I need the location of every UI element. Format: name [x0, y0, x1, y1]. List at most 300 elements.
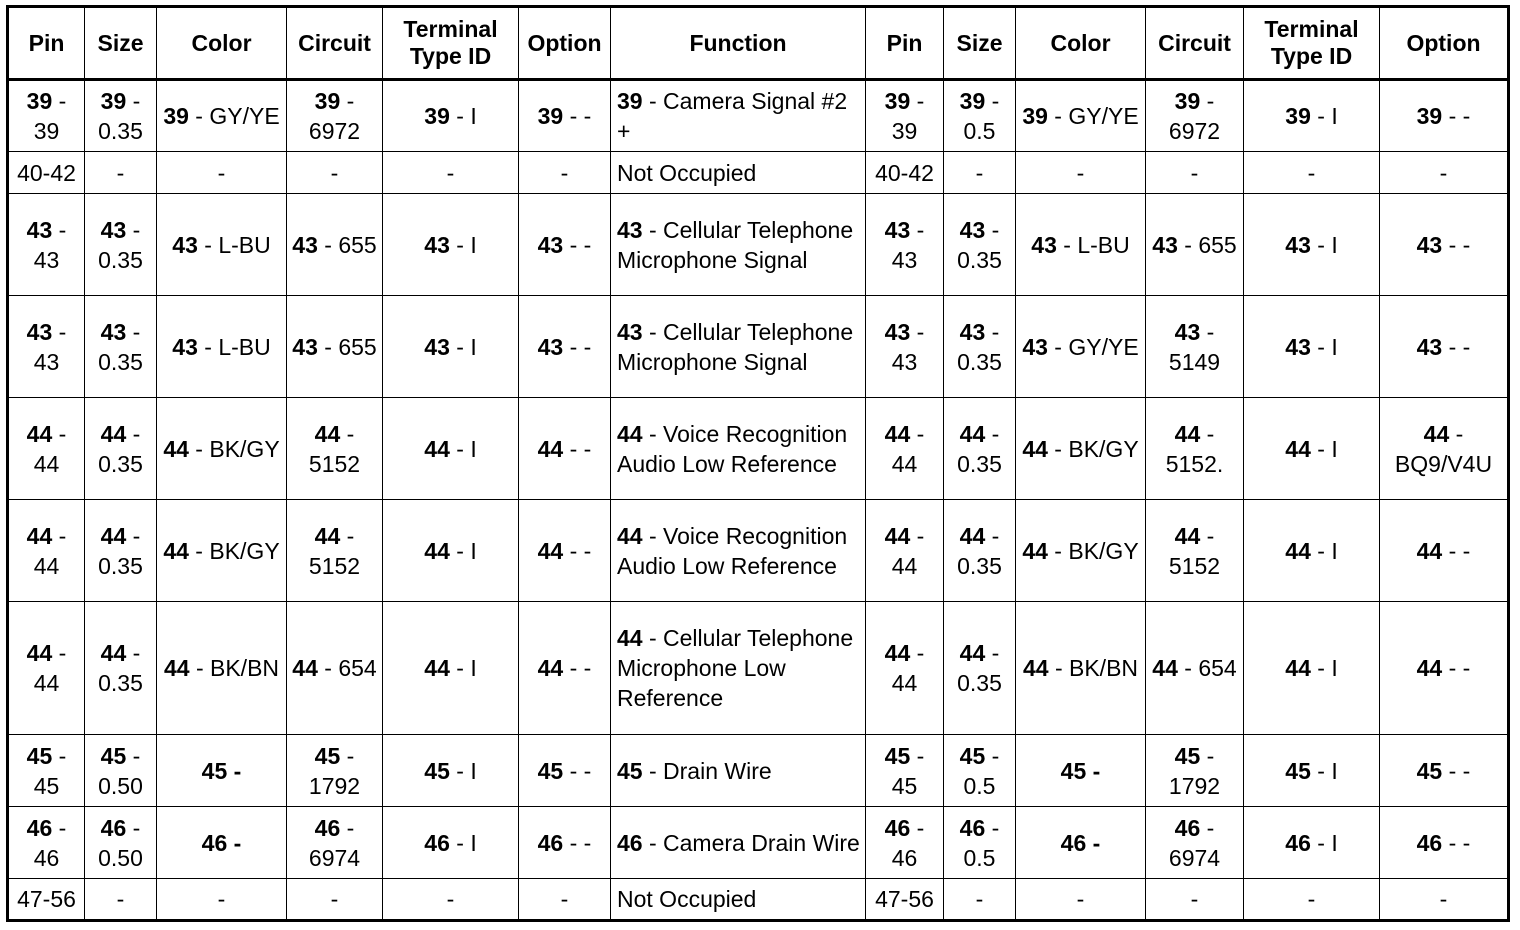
cell-function: [611, 296, 866, 398]
cell-size: [85, 152, 157, 194]
cell-text: - I: [1310, 655, 1338, 681]
cell-pin-2: [866, 296, 944, 398]
cell-text: - 0.5: [963, 814, 1000, 871]
cell-bold-prefix: 39: [537, 103, 564, 129]
cell-terminal-type-id-2: [1244, 807, 1380, 879]
cell-color: [157, 500, 287, 602]
cell-text: -: [1190, 886, 1199, 912]
cell-terminal-type-id-2: [1244, 152, 1380, 194]
cell-function: [611, 152, 866, 194]
cell-bold-prefix: 43: [1174, 318, 1201, 345]
cell-bold-prefix: 44: [959, 522, 986, 549]
cell-function: [611, 807, 866, 879]
cell-text: 40-42: [875, 159, 934, 186]
cell-color: [157, 807, 287, 879]
cell-text: - 39: [33, 88, 67, 144]
cell-bold-prefix: 43: [1416, 231, 1443, 258]
cell-bold-prefix: 44: [959, 640, 986, 666]
cell-color-2: [1016, 296, 1146, 398]
table-row: [8, 398, 1509, 500]
cell-bold-prefix: 44: [1416, 537, 1443, 564]
header-option-2: Option: [1380, 7, 1509, 80]
header-size-2: Size: [944, 7, 1016, 80]
cell-bold-prefix: 43: [1416, 333, 1443, 360]
cell-text: - Cellular Telephone Microphone Signal: [617, 318, 854, 375]
cell-text: - 0.50: [98, 742, 143, 799]
cell-option-2: [1380, 807, 1509, 879]
cell-color-2: [1016, 807, 1146, 879]
cell-pin: [8, 807, 85, 879]
cell-text: - 655: [317, 231, 377, 258]
cell-text: -: [330, 159, 339, 186]
table-row: [8, 602, 1509, 735]
cell-circuit-2: [1146, 735, 1244, 807]
cell-text: - 655: [1177, 231, 1237, 258]
cell-text: - 5152: [308, 522, 361, 579]
cell-bold-prefix: 44: [884, 640, 911, 666]
cell-text: - -: [1442, 829, 1471, 856]
cell-option: [519, 879, 611, 921]
cell-pin-2: [866, 194, 944, 296]
cell-text: - -: [563, 103, 592, 129]
cell-bold-prefix: 43: [537, 231, 564, 258]
cell-circuit-2: [1146, 296, 1244, 398]
cell-bold-prefix: 44: [424, 435, 450, 462]
cell-option: [519, 152, 611, 194]
table-row: [8, 500, 1509, 602]
cell-pin-2: [866, 602, 944, 735]
cell-bold-prefix: 46: [26, 814, 53, 841]
cell-text: - BK/BN: [1048, 655, 1139, 681]
cell-terminal-type-id: [383, 80, 519, 152]
cell-circuit: [287, 152, 383, 194]
cell-text: - BK/GY: [1047, 537, 1139, 564]
cell-bold-prefix: 39: [617, 88, 643, 114]
cell-bold-prefix: 43: [292, 231, 318, 258]
cell-bold-prefix: 43: [1031, 231, 1057, 258]
cell-bold-prefix: 44: [26, 522, 53, 549]
cell-size-2: [944, 296, 1016, 398]
cell-bold-prefix: 43: [884, 216, 911, 243]
cell-pin: [8, 735, 85, 807]
cell-text: -: [1439, 159, 1448, 186]
cell-bold-prefix: 45: [537, 757, 564, 784]
cell-circuit: [287, 80, 383, 152]
cell-bold-prefix: 44: [100, 640, 127, 666]
cell-size: [85, 602, 157, 735]
cell-text: - -: [1442, 537, 1471, 564]
cell-text: - L-BU: [197, 231, 271, 258]
cell-text: - -: [563, 435, 592, 462]
cell-pin: [8, 296, 85, 398]
cell-text: - 1792: [1168, 742, 1221, 799]
cell-terminal-type-id-2: [1244, 500, 1380, 602]
cell-text: 47-56: [17, 886, 76, 912]
cell-bold-prefix: 46: [1285, 829, 1311, 856]
cell-bold-prefix: 43: [884, 318, 911, 345]
cell-bold-prefix: 39: [100, 88, 127, 114]
cell-bold-prefix: 44: [1416, 655, 1443, 681]
cell-circuit-2: [1146, 807, 1244, 879]
cell-bold-prefix: 44: [884, 420, 911, 447]
header-option: Option: [519, 7, 611, 80]
cell-text: - 6972: [1168, 88, 1221, 144]
cell-text: - 0.35: [98, 640, 143, 696]
cell-text: -: [1439, 886, 1448, 912]
cell-color-2: [1016, 398, 1146, 500]
cell-text: - I: [1310, 231, 1338, 258]
cell-option-2: [1380, 602, 1509, 735]
cell-text: - I: [449, 231, 477, 258]
cell-option-2: [1380, 879, 1509, 921]
cell-pin: [8, 500, 85, 602]
cell-bold-prefix: 44: [26, 420, 53, 447]
cell-text: - 44: [33, 420, 67, 477]
cell-bold-prefix: 43: [172, 333, 198, 360]
cell-bold-prefix: 45: [1285, 757, 1311, 784]
cell-text: - 6974: [1168, 814, 1221, 871]
cell-text: - -: [563, 757, 592, 784]
cell-circuit-2: [1146, 398, 1244, 500]
cell-text: - 654: [317, 655, 377, 681]
table-row: [8, 296, 1509, 398]
cell-bold-prefix: 44: [617, 420, 643, 447]
cell-size: [85, 735, 157, 807]
cell-terminal-type-id-2: [1244, 602, 1380, 735]
cell-option-2: [1380, 80, 1509, 152]
cell-size: [85, 194, 157, 296]
cell-bold-prefix: 43: [1152, 231, 1178, 258]
cell-circuit: [287, 296, 383, 398]
cell-bold-prefix: 45: [884, 742, 911, 769]
cell-text: - 5152: [308, 420, 361, 477]
cell-bold-prefix: 39: [163, 103, 189, 129]
header-pin-2: Pin: [866, 7, 944, 80]
cell-bold-prefix: 46 -: [201, 829, 242, 856]
cell-bold-prefix: 46: [617, 829, 643, 856]
cell-terminal-type-id: [383, 152, 519, 194]
cell-bold-prefix: 44: [1022, 655, 1049, 681]
cell-option: [519, 735, 611, 807]
cell-text: - 0.50: [98, 814, 143, 871]
cell-text: - 45: [891, 742, 925, 799]
cell-option: [519, 500, 611, 602]
cell-function: [611, 602, 866, 735]
cell-terminal-type-id: [383, 602, 519, 735]
cell-bold-prefix: 44: [1022, 435, 1048, 462]
header-color-2: Color: [1016, 7, 1146, 80]
cell-text: - 43: [33, 216, 67, 273]
cell-bold-prefix: 43: [617, 318, 643, 345]
cell-option: [519, 398, 611, 500]
cell-pin: [8, 152, 85, 194]
cell-option: [519, 807, 611, 879]
cell-text: - 44: [33, 640, 67, 696]
cell-option-2: [1380, 398, 1509, 500]
cell-size-2: [944, 194, 1016, 296]
cell-text: - I: [449, 333, 477, 360]
cell-bold-prefix: 39: [424, 103, 450, 129]
cell-circuit-2: [1146, 602, 1244, 735]
cell-terminal-type-id-2: [1244, 80, 1380, 152]
cell-option-2: [1380, 152, 1509, 194]
cell-bold-prefix: 44: [537, 435, 564, 462]
cell-option: [519, 194, 611, 296]
table-row: [8, 80, 1509, 152]
cell-text: - 39: [891, 88, 925, 144]
cell-terminal-type-id: [383, 735, 519, 807]
header-function: Function: [611, 7, 866, 80]
cell-bold-prefix: 44: [1174, 522, 1201, 549]
cell-text: - -: [1442, 757, 1471, 784]
table-row: [8, 879, 1509, 921]
cell-text: - I: [1310, 103, 1338, 129]
cell-function: [611, 735, 866, 807]
cell-bold-prefix: 44: [959, 420, 986, 447]
cell-pin: [8, 398, 85, 500]
cell-text: - 655: [317, 333, 377, 360]
cell-bold-prefix: 44: [1022, 537, 1048, 564]
cell-bold-prefix: 39: [314, 88, 341, 114]
cell-circuit: [287, 807, 383, 879]
cell-bold-prefix: 46: [1416, 829, 1443, 856]
cell-bold-prefix: 44: [314, 522, 341, 549]
cell-text: -: [217, 159, 226, 186]
cell-bold-prefix: 44: [617, 625, 643, 651]
cell-size-2: [944, 500, 1016, 602]
cell-bold-prefix: 44: [292, 655, 318, 681]
cell-text: -: [1307, 886, 1316, 912]
cell-bold-prefix: 43: [100, 216, 127, 243]
cell-text: - 0.35: [98, 88, 143, 144]
cell-bold-prefix: 44: [537, 537, 564, 564]
cell-bold-prefix: 45: [100, 742, 127, 769]
cell-bold-prefix: 39: [1022, 103, 1048, 129]
cell-bold-prefix: 45: [1416, 757, 1443, 784]
cell-color: [157, 879, 287, 921]
cell-text: - L-BU: [1056, 231, 1130, 258]
cell-option: [519, 296, 611, 398]
cell-bold-prefix: 43: [1285, 231, 1311, 258]
cell-text: - 0.5: [963, 88, 1000, 144]
cell-size: [85, 879, 157, 921]
cell-text: 47-56: [875, 886, 934, 912]
cell-circuit: [287, 879, 383, 921]
cell-size: [85, 500, 157, 602]
cell-function: [611, 879, 866, 921]
cell-terminal-type-id: [383, 296, 519, 398]
cell-bold-prefix: 43: [292, 333, 318, 360]
cell-text: - 0.35: [98, 318, 143, 375]
cell-text: - I: [1310, 333, 1338, 360]
cell-bold-prefix: 39: [1285, 103, 1311, 129]
cell-text: -: [217, 886, 226, 912]
cell-pin: [8, 879, 85, 921]
cell-text: -: [1076, 886, 1085, 912]
cell-text: 40-42: [17, 159, 76, 186]
cell-bold-prefix: 43: [172, 231, 198, 258]
cell-terminal-type-id-2: [1244, 735, 1380, 807]
cell-color: [157, 152, 287, 194]
cell-bold-prefix: 44: [26, 640, 53, 666]
table-row: [8, 152, 1509, 194]
cell-text: - -: [563, 655, 592, 681]
cell-terminal-type-id: [383, 398, 519, 500]
cell-text: -: [1076, 159, 1085, 186]
cell-text: - I: [449, 435, 477, 462]
cell-bold-prefix: 44: [884, 522, 911, 549]
cell-function: [611, 500, 866, 602]
table-row: [8, 807, 1509, 879]
cell-pin-2: [866, 807, 944, 879]
cell-text: - I: [449, 103, 477, 129]
cell-color-2: [1016, 194, 1146, 296]
cell-color-2: [1016, 80, 1146, 152]
cell-text: - 0.35: [957, 522, 1002, 579]
cell-text: - Drain Wire: [642, 757, 772, 784]
cell-bold-prefix: 45 -: [201, 757, 242, 784]
header-terminal-type-id-2: Terminal Type ID: [1244, 7, 1380, 80]
cell-size: [85, 807, 157, 879]
cell-circuit: [287, 398, 383, 500]
cell-pin-2: [866, 500, 944, 602]
cell-terminal-type-id: [383, 807, 519, 879]
cell-text: - -: [563, 829, 592, 856]
cell-bold-prefix: 44: [1174, 420, 1201, 447]
header-size: Size: [85, 7, 157, 80]
cell-bold-prefix: 39: [884, 88, 911, 114]
cell-text: - 0.35: [98, 216, 143, 273]
cell-size: [85, 296, 157, 398]
cell-bold-prefix: 45: [26, 742, 53, 769]
cell-text: - -: [563, 537, 592, 564]
cell-text: - BK/GY: [188, 537, 280, 564]
cell-terminal-type-id-2: [1244, 879, 1380, 921]
cell-circuit: [287, 194, 383, 296]
cell-text: - 5149: [1168, 318, 1221, 375]
cell-text: - I: [1310, 537, 1338, 564]
cell-bold-prefix: 44: [163, 537, 189, 564]
cell-text: - GY/YE: [1047, 333, 1139, 360]
cell-bold-prefix: 43: [537, 333, 564, 360]
cell-text: - I: [449, 655, 477, 681]
cell-text: -: [116, 159, 125, 186]
cell-text: - I: [1310, 757, 1338, 784]
cell-text: - 44: [891, 522, 925, 579]
cell-bold-prefix: 39: [1174, 88, 1201, 114]
cell-bold-prefix: 43: [959, 216, 986, 243]
cell-text: - I: [449, 757, 477, 784]
cell-bold-prefix: 43: [617, 216, 643, 243]
header-row: [8, 7, 1509, 80]
cell-bold-prefix: 44: [424, 537, 450, 564]
cell-option-2: [1380, 735, 1509, 807]
cell-text: -: [1307, 159, 1316, 186]
cell-size-2: [944, 602, 1016, 735]
cell-color: [157, 602, 287, 735]
cell-pin: [8, 194, 85, 296]
cell-option: [519, 602, 611, 735]
cell-bold-prefix: 44: [1285, 655, 1311, 681]
cell-bold-prefix: 45: [617, 757, 643, 784]
cell-bold-prefix: 45: [1174, 742, 1201, 769]
cell-text: - GY/YE: [1047, 103, 1139, 129]
cell-text: - Camera Drain Wire: [642, 829, 860, 856]
cell-color: [157, 296, 287, 398]
cell-color: [157, 398, 287, 500]
cell-text: - Cellular Telephone Microphone Low Reference: [617, 625, 854, 711]
cell-terminal-type-id: [383, 879, 519, 921]
cell-text: - 46: [891, 814, 925, 871]
cell-pin-2: [866, 80, 944, 152]
cell-bold-prefix: 44: [163, 655, 190, 681]
cell-circuit-2: [1146, 194, 1244, 296]
cell-circuit-2: [1146, 500, 1244, 602]
cell-circuit-2: [1146, 879, 1244, 921]
cell-pin-2: [866, 152, 944, 194]
cell-text: - Voice Recognition Audio Low Reference: [617, 420, 848, 477]
cell-bold-prefix: 44: [1285, 537, 1311, 564]
cell-text: - 44: [33, 522, 67, 579]
header-color: Color: [157, 7, 287, 80]
cell-color: [157, 80, 287, 152]
cell-bold-prefix: 44: [537, 655, 564, 681]
cell-bold-prefix: 39: [959, 88, 986, 114]
cell-terminal-type-id-2: [1244, 296, 1380, 398]
cell-text: - 0.35: [98, 420, 143, 477]
cell-circuit: [287, 735, 383, 807]
cell-text: - 0.35: [957, 640, 1002, 696]
cell-bold-prefix: 39: [26, 88, 53, 114]
cell-text: - -: [1442, 231, 1471, 258]
cell-bold-prefix: 43: [424, 231, 450, 258]
cell-bold-prefix: 44: [1423, 420, 1450, 447]
cell-pin: [8, 80, 85, 152]
cell-text: - I: [1310, 435, 1338, 462]
cell-text: -: [446, 886, 455, 912]
connector-pinout-table-wrapper: [6, 5, 1510, 922]
cell-function: [611, 398, 866, 500]
cell-bold-prefix: 46: [884, 814, 911, 841]
connector-pinout-table: [6, 5, 1510, 922]
cell-bold-prefix: 45: [424, 757, 450, 784]
cell-circuit-2: [1146, 80, 1244, 152]
cell-pin-2: [866, 879, 944, 921]
cell-size-2: [944, 879, 1016, 921]
cell-text: - 0.35: [957, 216, 1002, 273]
cell-text: - -: [1442, 103, 1471, 129]
cell-bold-prefix: 46: [537, 829, 564, 856]
cell-text: - 46: [33, 814, 67, 871]
cell-bold-prefix: 46: [314, 814, 341, 841]
cell-circuit-2: [1146, 152, 1244, 194]
cell-bold-prefix: 44: [100, 420, 127, 447]
cell-bold-prefix: 43: [424, 333, 450, 360]
cell-text: -: [446, 159, 455, 186]
cell-function: [611, 80, 866, 152]
cell-text: - BK/GY: [188, 435, 280, 462]
cell-text: - 6972: [308, 88, 361, 144]
cell-option-2: [1380, 500, 1509, 602]
cell-bold-prefix: 44: [314, 420, 341, 447]
cell-pin-2: [866, 735, 944, 807]
cell-pin: [8, 602, 85, 735]
cell-size-2: [944, 80, 1016, 152]
cell-size: [85, 80, 157, 152]
cell-text: - I: [1310, 829, 1338, 856]
cell-color: [157, 735, 287, 807]
cell-text: - 0.35: [957, 318, 1002, 375]
